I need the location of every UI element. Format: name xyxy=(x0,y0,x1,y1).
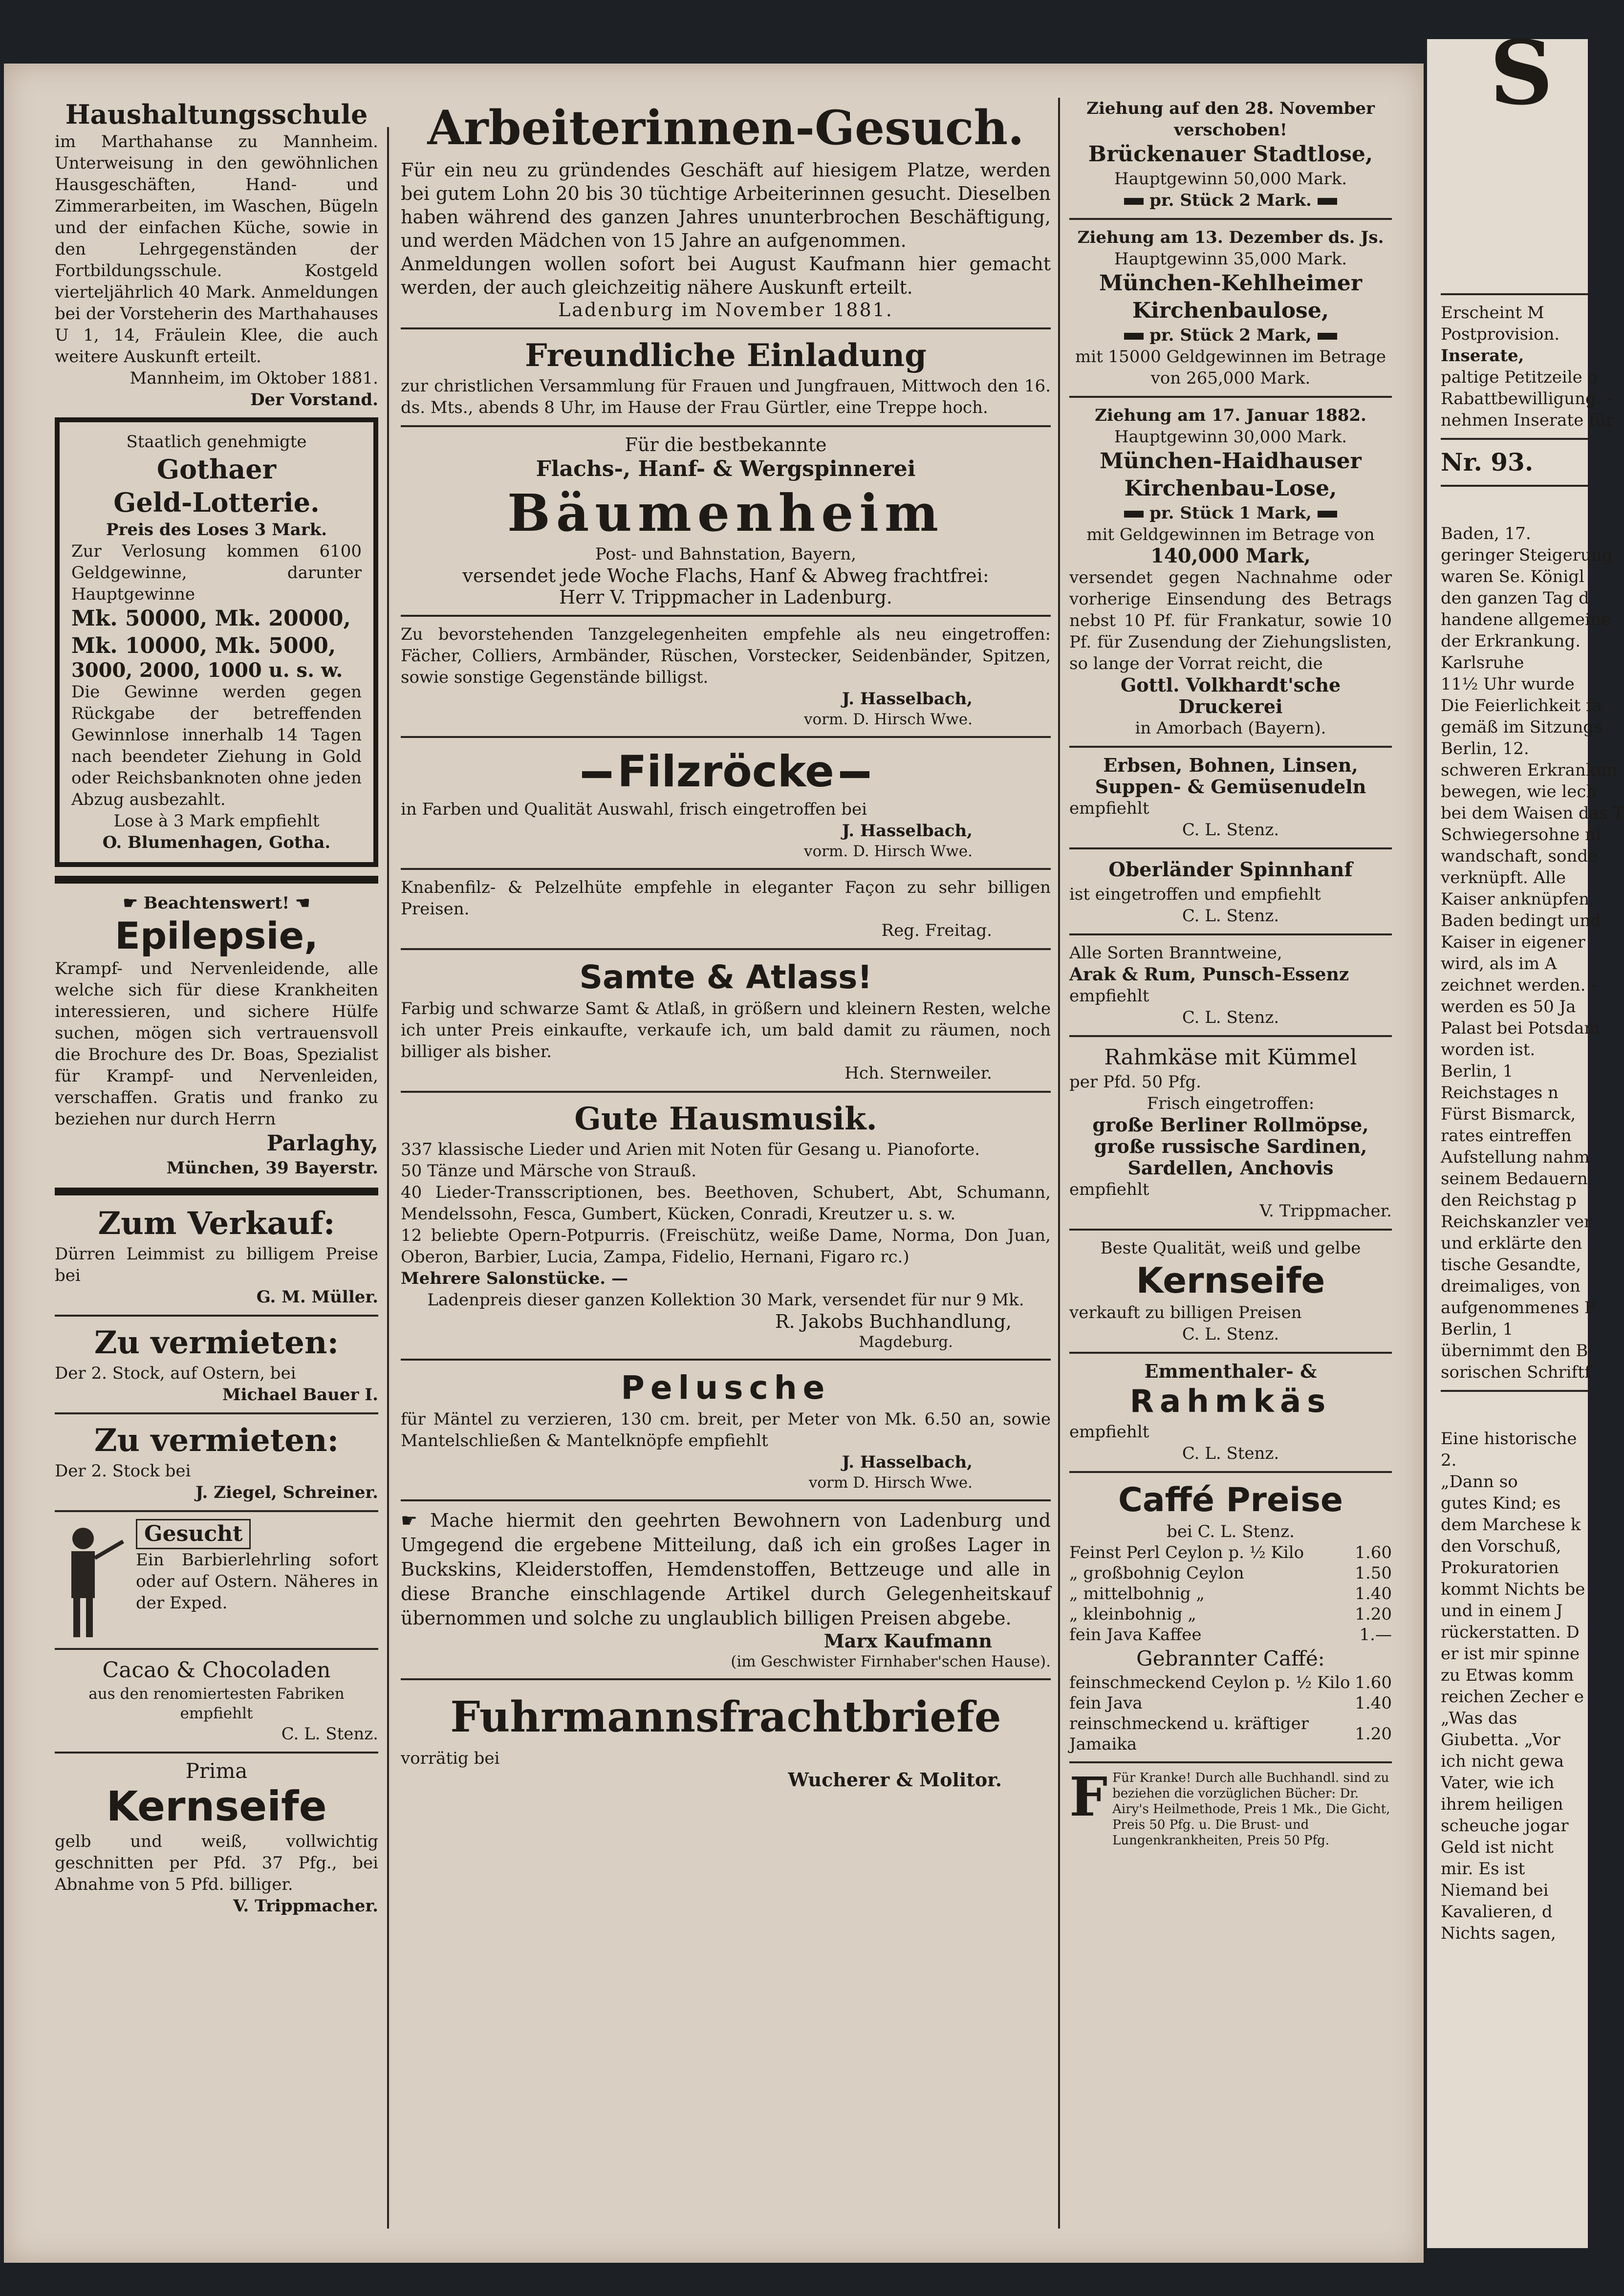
table-row: reinschmeckend u. kräftiger Jamaika 1.20 xyxy=(1069,1714,1392,1754)
brueckenau-line3: pr. Stück 2 Mark. xyxy=(1069,190,1392,211)
vermieten1-text: Der 2. Stock, auf Ostern, bei xyxy=(55,1364,296,1383)
hausmusik-title: Gute Hausmusik. xyxy=(574,1101,877,1137)
filzroecke-title: Filzröcke xyxy=(401,745,1051,799)
bar-icon xyxy=(1318,333,1337,340)
haidhausen-line1: Ziehung am 17. Januar 1882. xyxy=(1095,406,1366,425)
adjacent-line: Kaiser anknüpfen, xyxy=(1441,889,1595,909)
ad-cacao xyxy=(55,1657,378,1745)
kaufmann-sign: Marx Kaufmann xyxy=(823,1630,992,1652)
lotterie-prize1: Mk. 50000, Mk. 20000, xyxy=(71,606,351,631)
branntwein-sign: C. L. Stenz. xyxy=(1182,1008,1279,1027)
adjacent-line: Baden, 17. xyxy=(1441,524,1531,543)
haidhausen-title: München-Haidhauser Kirchenbau-Lose, xyxy=(1100,449,1362,501)
ad-vermieten-1 xyxy=(55,1323,378,1406)
pelusche-text: für Mäntel zu verzieren, 130 cm. breit, per Meter von Mk. 6.50 an, sowie Mantelschließen & Mantelknöpfe empfiehlt xyxy=(401,1409,1051,1451)
adjacent-line: Baden bedingt und xyxy=(1441,911,1602,931)
adjacent-line: Geld ist nicht xyxy=(1441,1838,1554,1857)
adjacent-line: wird, als im A xyxy=(1441,954,1557,974)
brueckenau-title: Brückenauer Stadtlose, xyxy=(1088,142,1373,167)
cacao-title: Cacao & Chocoladen xyxy=(102,1658,331,1683)
tanz-sign2: vorm. D. Hirsch Wwe. xyxy=(803,711,973,728)
kernseife1-line1: Prima xyxy=(185,1759,248,1783)
haidhausen-sign2: in Amorbach (Bayern). xyxy=(1135,718,1326,738)
ad-kaufmann xyxy=(401,1508,1051,1671)
adjacent-line: zu Etwas komm xyxy=(1441,1666,1574,1685)
adjacent-line: ihrem heiligen xyxy=(1441,1795,1563,1814)
adjacent-line: wandschaft, sonde xyxy=(1441,846,1598,866)
pointing-hand-icon: ☚ xyxy=(289,893,310,913)
fuhrmann-title: Fuhrmannsfrachtbriefe xyxy=(450,1692,1001,1742)
erbsen-sign: C. L. Stenz. xyxy=(1182,820,1279,840)
man-with-sign-icon xyxy=(55,1519,128,1641)
lotterie-text2: Die Gewinne werden gegen Rückgabe der betreffenden Gewinnlose innerhalb 14 Tagen nach beendeter Ziehung in Gold oder Reichsbanknoten ohne jeden Abzug ausbezahlt. xyxy=(71,682,362,809)
lotterie-sign: O. Blumenhagen, Gotha. xyxy=(102,833,331,852)
ad-haidhausen xyxy=(1069,405,1392,739)
rahmkaese-line5: Sardellen, Anchovis xyxy=(1127,1157,1334,1179)
rahmkaese-line2: Frisch eingetroffen: xyxy=(1147,1094,1315,1113)
adjacent-line: Rabattbewilligung. - xyxy=(1441,389,1612,409)
column-2 xyxy=(401,98,1051,1791)
erbsen-title: Erbsen, Bohnen, Linsen, Suppen- & Gemüsenudeln xyxy=(1095,754,1366,798)
brueckenau-line2: Hauptgewinn 50,000 Mark. xyxy=(1114,169,1347,189)
arbeiterinnen-title: Arbeiterinnen-Gesuch. xyxy=(427,100,1024,155)
baeumenheim-line3: Post- und Bahnstation, Bayern, xyxy=(595,544,857,564)
caffe-price-table-2 xyxy=(1069,1672,1392,1754)
adjacent-line: nehmen Inserate für xyxy=(1441,411,1614,430)
adjacent-line: Die Feierlichkeit fa xyxy=(1441,696,1602,715)
haidhausen-line2: Hauptgewinn 30,000 Mark. xyxy=(1114,427,1347,447)
ad-rahmkaese xyxy=(1069,1044,1392,1222)
adjacent-line: bewegen, wie lech xyxy=(1441,782,1597,801)
adjacent-line: rückerstatten. D xyxy=(1441,1623,1580,1642)
arbeiterinnen-text: Für ein neu zu gründendes Geschäft auf hiesigem Platze, werden bei gutem Lohn 20 bis 30 tüchtige Arbeiterinnen gesucht. Dieselben haben während des ganzen Jahres ununterbrochen Beschäftigung, und werden Mädchen von 15 Jahre an aufgenommen. xyxy=(401,159,1051,251)
double-bar-icon xyxy=(840,771,869,778)
adjacent-line: waren Se. Königl xyxy=(1441,567,1584,586)
bar-icon xyxy=(1318,511,1337,518)
epilepsie-title: Epilepsie, xyxy=(114,914,319,957)
haushalt-title: Haushaltungsschule xyxy=(65,99,368,130)
ad-spinnhanf xyxy=(1069,856,1392,927)
adjacent-line: „Dann so xyxy=(1441,1472,1518,1492)
kelheim-title: München-Kehlheimer Kirchenbaulose, xyxy=(1099,271,1363,323)
adjacent-line: Giubetta. „Vor xyxy=(1441,1730,1560,1750)
haidhausen-line3: pr. Stück 1 Mark, xyxy=(1069,502,1392,524)
bar-icon xyxy=(1124,511,1144,518)
table-row: fein Java Kaffee 1.— xyxy=(1069,1625,1392,1645)
ad-arbeiterinnen xyxy=(401,98,1051,321)
ad-epilepsie xyxy=(55,892,378,1179)
caffe-line1: bei C. L. Stenz. xyxy=(1167,1522,1295,1541)
adjacent-line: übernimmt den B xyxy=(1441,1341,1588,1361)
kernseife1-text: gelb und weiß, vollwichtig geschnitten per Pfd. 37 Pfg., bei Abnahme von 5 Pfd. billiger. xyxy=(55,1832,378,1894)
rahmkaese-line3: große Berliner Rollmöpse, xyxy=(1092,1114,1369,1136)
baeumenheim-title: Bäumenheim xyxy=(507,483,945,543)
adjacent-line: Fürst Bismarck, xyxy=(1441,1105,1576,1124)
adjacent-line: verknüpft. Alle xyxy=(1441,868,1566,888)
rahmkaese-line1: per Pfd. 50 Pfg. xyxy=(1069,1072,1201,1092)
pelusche-sign2: vorm D. Hirsch Wwe. xyxy=(808,1474,973,1492)
adjacent-line: mir. Es ist xyxy=(1441,1859,1525,1879)
adjacent-line: Postprovision. xyxy=(1441,325,1560,344)
pelusche-title: Pelusche xyxy=(621,1369,831,1407)
bar-icon xyxy=(1124,198,1144,205)
ad-kelheim xyxy=(1069,227,1392,389)
column-rule xyxy=(1058,98,1060,2229)
adjacent-line: Berlin, 12. xyxy=(1441,739,1529,758)
spinnhanf-text: ist eingetroffen und empfiehlt xyxy=(1069,885,1321,904)
masthead-fragment: S xyxy=(1490,22,1553,125)
rahmkaese-title: Rahmkäse mit Kümmel xyxy=(1104,1045,1357,1070)
column-3 xyxy=(1069,98,1392,1848)
hausmusik-sign2: Magdeburg. xyxy=(859,1333,953,1351)
kelheim-line3: pr. Stück 2 Mark, xyxy=(1069,325,1392,346)
verkauf-title: Zum Verkauf: xyxy=(98,1205,335,1242)
adjacent-line: „Was das xyxy=(1441,1709,1517,1728)
caffe-title: Caffé Preise xyxy=(1118,1481,1343,1519)
adjacent-line: Aufstellung nahm xyxy=(1441,1148,1590,1167)
table-row: fein Java 1.40 xyxy=(1069,1693,1392,1713)
filzroecke-text: in Farben und Qualität Auswahl, frisch eingetroffen bei xyxy=(401,800,867,819)
kernseife2-title: Kernseife xyxy=(1136,1260,1325,1301)
ad-filzroecke xyxy=(401,745,1051,861)
adjacent-line: Eine historische xyxy=(1441,1429,1577,1449)
adjacent-line: werden es 50 Ja xyxy=(1441,997,1576,1017)
baeumenheim-line4: versendet jede Woche Flachs, Hanf & Abweg frachtfrei: xyxy=(462,565,989,586)
caffe-price-table xyxy=(1069,1542,1392,1645)
adjacent-line: scheuche jogar xyxy=(1441,1816,1569,1836)
table-row: feinschmeckend Ceylon p. ½ Kilo 1.60 xyxy=(1069,1673,1392,1692)
ad-fuhrmann xyxy=(401,1687,1051,1791)
table-row: „ großbohnig Ceylon 1.50 xyxy=(1069,1563,1392,1583)
adjacent-line: Nichts sagen, xyxy=(1441,1924,1556,1943)
adjacent-line: geringer Steigerung xyxy=(1441,545,1613,565)
tanz-sign: J. Hasselbach, xyxy=(842,689,973,709)
kelheim-line2: Hauptgewinn 35,000 Mark. xyxy=(1114,249,1347,269)
ad-hausmusik xyxy=(401,1100,1051,1352)
adjacent-line: Palast bei Potsdam xyxy=(1441,1018,1600,1038)
adjacent-line: Prokuratorien xyxy=(1441,1558,1559,1578)
bar-icon xyxy=(1124,333,1144,340)
lotterie-line2: Gothaer xyxy=(156,454,277,485)
column-1 xyxy=(55,98,378,1917)
adjacent-line: handene allgemeine xyxy=(1441,610,1611,629)
kernseife2-sign: C. L. Stenz. xyxy=(1182,1324,1279,1344)
hausmusik-text: Ladenpreis dieser ganzen Kollektion 30 Mark, versendet für nur 9 Mk. xyxy=(427,1290,1024,1310)
adjacent-line: Inserate, xyxy=(1441,346,1524,366)
adjacent-line: Berlin, 1 xyxy=(1441,1320,1514,1339)
adjacent-line: gemäß im Sitzungs xyxy=(1441,717,1602,737)
knaben-text: Knabenfilz- & Pelzelhüte empfehle in eleganter Façon zu sehr billigen Preisen. xyxy=(401,878,1051,919)
adjacent-line: Vater, wie ich xyxy=(1441,1773,1555,1793)
initial-f-icon: F xyxy=(1069,1765,1108,1828)
ad-kernseife-1 xyxy=(55,1760,378,1917)
haushalt-sign: Der Vorstand. xyxy=(250,390,378,410)
epilepsie-addr: München, 39 Bayerstr. xyxy=(166,1158,378,1178)
epilepsie-text: Krampf- und Nervenleidende, alle welche sich für diese Krankheiten interessieren, und sichere Hülfe suchen, mögen sich vertrauensvoll die Brochure des Dr. Boas, Spezialist für Krampf- und Nervenleiden, verschaffen. Gratis und franko zu beziehen nur durch Herrn xyxy=(55,959,378,1129)
ad-vermieten-2 xyxy=(55,1421,378,1503)
lotterie-price: Preis des Loses 3 Mark. xyxy=(106,520,327,540)
lotterie-text: Zur Verlosung kommen 6100 Geldgewinne, darunter Hauptgewinne xyxy=(71,542,362,604)
epilepsie-name: Parlaghy, xyxy=(266,1131,378,1156)
adjacent-line: Schwiegersohne ni xyxy=(1441,825,1601,845)
pointing-hand-icon: ☛ xyxy=(401,1510,430,1531)
branntwein-title: Arak & Rum, Punsch-Essenz xyxy=(1069,964,1349,985)
adjacent-line: ich nicht gewa xyxy=(1441,1752,1564,1771)
adjacent-line: Karlsruhe xyxy=(1441,653,1524,672)
ad-einladung xyxy=(401,336,1051,418)
ad-samte-atlass xyxy=(401,957,1051,1084)
adjacent-line: dem Marchese k xyxy=(1441,1515,1581,1535)
lotterie-line3: Geld-Lotterie. xyxy=(113,487,320,518)
spinnhanf-sign: C. L. Stenz. xyxy=(1182,906,1279,926)
column-rule xyxy=(387,127,389,2229)
epilepsie-head: ☛ Beachtenswert! ☚ xyxy=(123,893,310,913)
ad-pelusche xyxy=(401,1367,1051,1493)
kelheim-line4: mit 15000 Geldgewinnen im Betrage von 265,000 Mark. xyxy=(1075,347,1386,388)
adjacent-line: den Reichstag p xyxy=(1441,1191,1577,1210)
adjacent-line: rates eintreffen xyxy=(1441,1126,1572,1146)
haidhausen-text: versendet gegen Nachnahme oder vorherige Einsendung des Betrags nebst 10 Pf. für Frankatur, sowie 10 Pf. für Zusendung der Ziehungslisten, so lange der Vorrat reicht, die xyxy=(1069,568,1392,673)
ad-haushaltungsschule xyxy=(55,98,378,411)
haidhausen-sign: Gottl. Volkhardt'sche Druckerei xyxy=(1120,674,1341,717)
emmenthaler-sign: C. L. Stenz. xyxy=(1182,1444,1279,1463)
emmenthaler-title: Rahmkäs xyxy=(1129,1384,1332,1420)
adjacent-line: der Erkrankung. xyxy=(1441,631,1581,651)
ad-kranke xyxy=(1069,1765,1392,1848)
kernseife1-title: Kernseife xyxy=(106,1782,327,1830)
cacao-text: aus den renomiertesten Fabriken empfiehlt xyxy=(88,1685,345,1722)
gesucht-sign: Gesucht xyxy=(136,1519,251,1549)
adjacent-line: Erscheint M xyxy=(1441,303,1544,323)
rahmkaese-sign: V. Trippmacher. xyxy=(1259,1201,1392,1221)
branntwein-text: empfiehlt xyxy=(1069,986,1149,1006)
haidhausen-line4: mit Geldgewinnen im Betrage von xyxy=(1086,525,1375,544)
baeumenheim-line5: Herr V. Trippmacher in Ladenburg. xyxy=(559,586,892,608)
ad-erbsen xyxy=(1069,755,1392,841)
kaufmann-sign2: (im Geschwister Firnhaber'schen Hause). xyxy=(731,1653,1051,1670)
lotterie-prize3: 3000, 2000, 1000 u. s. w. xyxy=(71,659,343,682)
adjacent-line: und in einem J xyxy=(1441,1601,1563,1621)
adjacent-line: schweren Erkrankun xyxy=(1441,760,1618,780)
adjacent-line: Niemand bei xyxy=(1441,1881,1549,1900)
baeumenheim-line2: Flachs-, Hanf- & Wergspinnerei xyxy=(536,456,916,481)
adjacent-line: Reichskanzler ver xyxy=(1441,1212,1592,1232)
vermieten2-sign: J. Ziegel, Schreiner. xyxy=(195,1483,378,1502)
ad-caffe-preise xyxy=(1069,1480,1392,1754)
hausmusik-sign: R. Jakobs Buchhandlung, xyxy=(775,1311,1012,1332)
pelusche-sign: J. Hasselbach, xyxy=(842,1452,973,1472)
lotterie-line5: Lose à 3 Mark empfiehlt xyxy=(113,811,320,831)
hausmusik-item: 50 Tänze und Märsche von Strauß. xyxy=(401,1161,697,1181)
vermieten1-sign: Michael Bauer I. xyxy=(222,1385,378,1405)
ad-baeumenheim xyxy=(401,434,1051,608)
emmenthaler-line1: Emmenthaler- & xyxy=(1144,1360,1317,1382)
kernseife1-sign: V. Trippmacher. xyxy=(233,1896,378,1916)
arbeiterinnen-place: Ladenburg im November 1881. xyxy=(558,299,893,321)
erbsen-text: empfiehlt xyxy=(1069,799,1149,818)
filzroecke-sign: J. Hasselbach, xyxy=(842,821,973,841)
adjacent-line: 11½ Uhr wurde xyxy=(1441,674,1575,694)
adjacent-line: er ist mir spinne xyxy=(1441,1644,1580,1664)
einladung-title: Freundliche Einladung xyxy=(525,337,927,374)
kernseife2-text: verkauft zu billigen Preisen xyxy=(1069,1303,1302,1322)
haushalt-place: Mannheim, im Oktober 1881. xyxy=(130,368,378,388)
ad-emmenthaler xyxy=(1069,1361,1392,1464)
branntwein-line1: Alle Sorten Branntweine, xyxy=(1069,943,1282,963)
emmenthaler-text: empfiehlt xyxy=(1069,1422,1149,1442)
filzroecke-sign2: vorm. D. Hirsch Wwe. xyxy=(803,843,973,860)
hausmusik-item: 337 klassische Lieder und Arien mit Noten für Gesang u. Pianoforte. xyxy=(401,1140,980,1159)
adjacent-line: den Vorschuß, xyxy=(1441,1537,1561,1556)
adjacent-line: seinem Bedauern xyxy=(1441,1169,1588,1189)
adjacent-line: tische Gesandte, xyxy=(1441,1255,1581,1275)
vermieten2-text: Der 2. Stock bei xyxy=(55,1461,191,1481)
verkauf-text: Dürren Leimmist zu billigem Preise bei xyxy=(55,1244,378,1285)
adjacent-line: sorischen Schriftf xyxy=(1441,1363,1591,1382)
adjacent-line: bei dem Waisen das T xyxy=(1441,803,1624,823)
fuhrmann-text: vorrätig bei xyxy=(401,1749,500,1768)
bar-icon xyxy=(1318,198,1337,205)
adjacent-line: reichen Zecher e xyxy=(1441,1687,1584,1707)
haidhausen-line5: 140,000 Mark, xyxy=(1150,544,1311,567)
adjacent-line: Kavalieren, d xyxy=(1441,1902,1553,1922)
adjacent-line: 2. xyxy=(1441,1451,1457,1470)
adjacent-line: paltige Petitzeile o xyxy=(1441,368,1598,387)
adjacent-line: Kaiser in eigener xyxy=(1441,932,1585,952)
ad-tanzgelegenheiten xyxy=(401,624,1051,729)
gesucht-text: Ein Barbierlehrling sofort oder auf Ostern. Näheres in der Exped. xyxy=(136,1550,378,1613)
rahmkaese-text: empfiehlt xyxy=(1069,1180,1149,1199)
table-row: Feinst Perl Ceylon p. ½ Kilo 1.60 xyxy=(1069,1543,1392,1562)
knaben-sign: Reg. Freitag. xyxy=(881,921,992,940)
haushalt-text: im Marthahanse zu Mannheim. Unterweisung in den gewöhnlichen Hausgeschäften, Hand- und Zimmerarbeiten, im Waschen, Bügeln und der einfachen Küche, sowie in den Lehrgegenständen der Fortbildungsschule. Kostgeld vierteljährlich 40 Mark. Anmeldungen bei der Vorsteherin des Marthahauses U 1, 14, Fräulein Klee, die auch weitere Auskunft erteilt. xyxy=(55,132,378,367)
lotterie-prize2: Mk. 10000, Mk. 5000, xyxy=(71,633,336,658)
adjacent-line: und erklärte den xyxy=(1441,1234,1582,1253)
kranke-text: Für Kranke! Durch alle Buchhandl. sind zu beziehen die vorzüglichen Bücher: Dr. Airy's Heilmethode, Preis 1 Mk., Die Gicht, Preis 50 Pfg. u. Die Brust- und Lungenkrankheiten, Preis 50 Pfg. xyxy=(1112,1771,1390,1848)
adjacent-page-column xyxy=(1441,0,1624,2248)
adjacent-line: Berlin, 1 xyxy=(1441,1061,1514,1081)
ad-brueckenau xyxy=(1069,98,1392,211)
rahmkaese-line4: große russische Sardinen, xyxy=(1094,1135,1367,1157)
adjacent-line: den ganzen Tag d xyxy=(1441,588,1589,608)
caffe-line2: Gebrannter Caffé: xyxy=(1136,1646,1325,1670)
adjacent-line: Reichstages n xyxy=(1441,1083,1559,1103)
pointing-hand-icon: ☛ xyxy=(123,893,144,913)
hausmusik-item: 12 beliebte Opern-Potpurris. (Freischütz, weiße Dame, Norma, Don Juan, Oberon, Barbier, Lucia, Zampa, Fidelio, Hernani, Figaro rc.) xyxy=(401,1226,1051,1267)
samte-sign: Hch. Sternweiler. xyxy=(844,1063,992,1083)
ad-kernseife-2 xyxy=(1069,1237,1392,1345)
samte-title: Samte & Atlass! xyxy=(579,958,872,996)
baeumenheim-line1: Für die bestbekannte xyxy=(625,434,827,455)
adjacent-line: worden ist. xyxy=(1441,1040,1536,1060)
tanz-text: Zu bevorstehenden Tanzgelegenheiten empfehle als neu eingetroffen: Fächer, Colliers, Armbänder, Rüschen, Vorstecker, Seidenbänder, Spitzen, sowie sonstige Gegenstände billigst. xyxy=(401,625,1051,687)
ad-branntwein xyxy=(1069,942,1392,1028)
ad-gotha-lotterie xyxy=(55,417,378,867)
adjacent-line: dreimaliges, von xyxy=(1441,1277,1581,1296)
vermieten2-title: Zu vermieten: xyxy=(94,1422,339,1459)
adjacent-line: aufgenommenes F xyxy=(1441,1298,1596,1318)
table-row: „ kleinbohnig „ 1.20 xyxy=(1069,1604,1392,1624)
fuhrmann-sign: Wucherer & Molitor. xyxy=(788,1769,1002,1791)
ad-knabenhuete xyxy=(401,877,1051,941)
hausmusik-item: 40 Lieder-Transscriptionen, bes. Beethoven, Schubert, Abt, Schumann, Mendelssohn, Fesca, Gumbert, Kücken, Conradi, Kreutzer u. s. w. xyxy=(401,1183,1051,1224)
adjacent-issue-number: Nr. 93. xyxy=(1441,448,1534,477)
samte-text: Farbig und schwarze Samt & Atlaß, in größern und kleinern Resten, welche ich unter Preis einkaufte, verkaufe ich, um bald damit zu räumen, noch billiger als bisher. xyxy=(401,999,1051,1061)
lotterie-line1: Staatlich genehmigte xyxy=(126,432,307,452)
vermieten1-title: Zu vermieten: xyxy=(94,1324,339,1361)
einladung-text: zur christlichen Versammlung für Frauen und Jungfrauen, Mittwoch den 16. ds. Mts., abends 8 Uhr, im Hause der Frau Gürtler, eine Treppe hoch. xyxy=(401,376,1051,417)
arbeiterinnen-text2: Anmeldungen wollen sofort bei August Kaufmann hier gemacht werden, der auch gleichzeitig nähere Auskunft erteilt. xyxy=(401,253,1051,298)
verkauf-sign: G. M. Müller. xyxy=(256,1287,378,1307)
adjacent-line: kommt Nichts be xyxy=(1441,1580,1585,1599)
ad-gesucht xyxy=(55,1519,378,1641)
cacao-sign: C. L. Stenz. xyxy=(281,1724,378,1744)
table-row: „ mittelbohnig „ 1.40 xyxy=(1069,1584,1392,1603)
spinnhanf-title: Oberländer Spinnhanf xyxy=(1108,858,1353,881)
double-bar-icon xyxy=(582,771,611,778)
kernseife2-line1: Beste Qualität, weiß und gelbe xyxy=(1100,1238,1361,1258)
kaufmann-text: ☛ Mache hiermit den geehrten Bewohnern von Ladenburg und Umgegend die ergebene Mitteilung, daß ich ein großes Lager in Buckskins, Kleiderstoffen, Hemdenstoffen, Bettzeuge und alle in diese Branche einschlagende Artikel durch Gelegenheitskauf übernommen und solche zu unglaublich billigen Preisen abgebe. xyxy=(401,1510,1051,1629)
ad-verkauf xyxy=(55,1204,378,1308)
brueckenau-line1: Ziehung auf den 28. November verschoben! xyxy=(1086,99,1375,140)
hausmusik-extra: Mehrere Salonstücke. — xyxy=(401,1269,628,1288)
adjacent-line: gutes Kind; es xyxy=(1441,1494,1561,1513)
kelheim-line1: Ziehung am 13. Dezember ds. Js. xyxy=(1077,228,1384,247)
adjacent-line: zeichnet werden. - xyxy=(1441,975,1597,995)
